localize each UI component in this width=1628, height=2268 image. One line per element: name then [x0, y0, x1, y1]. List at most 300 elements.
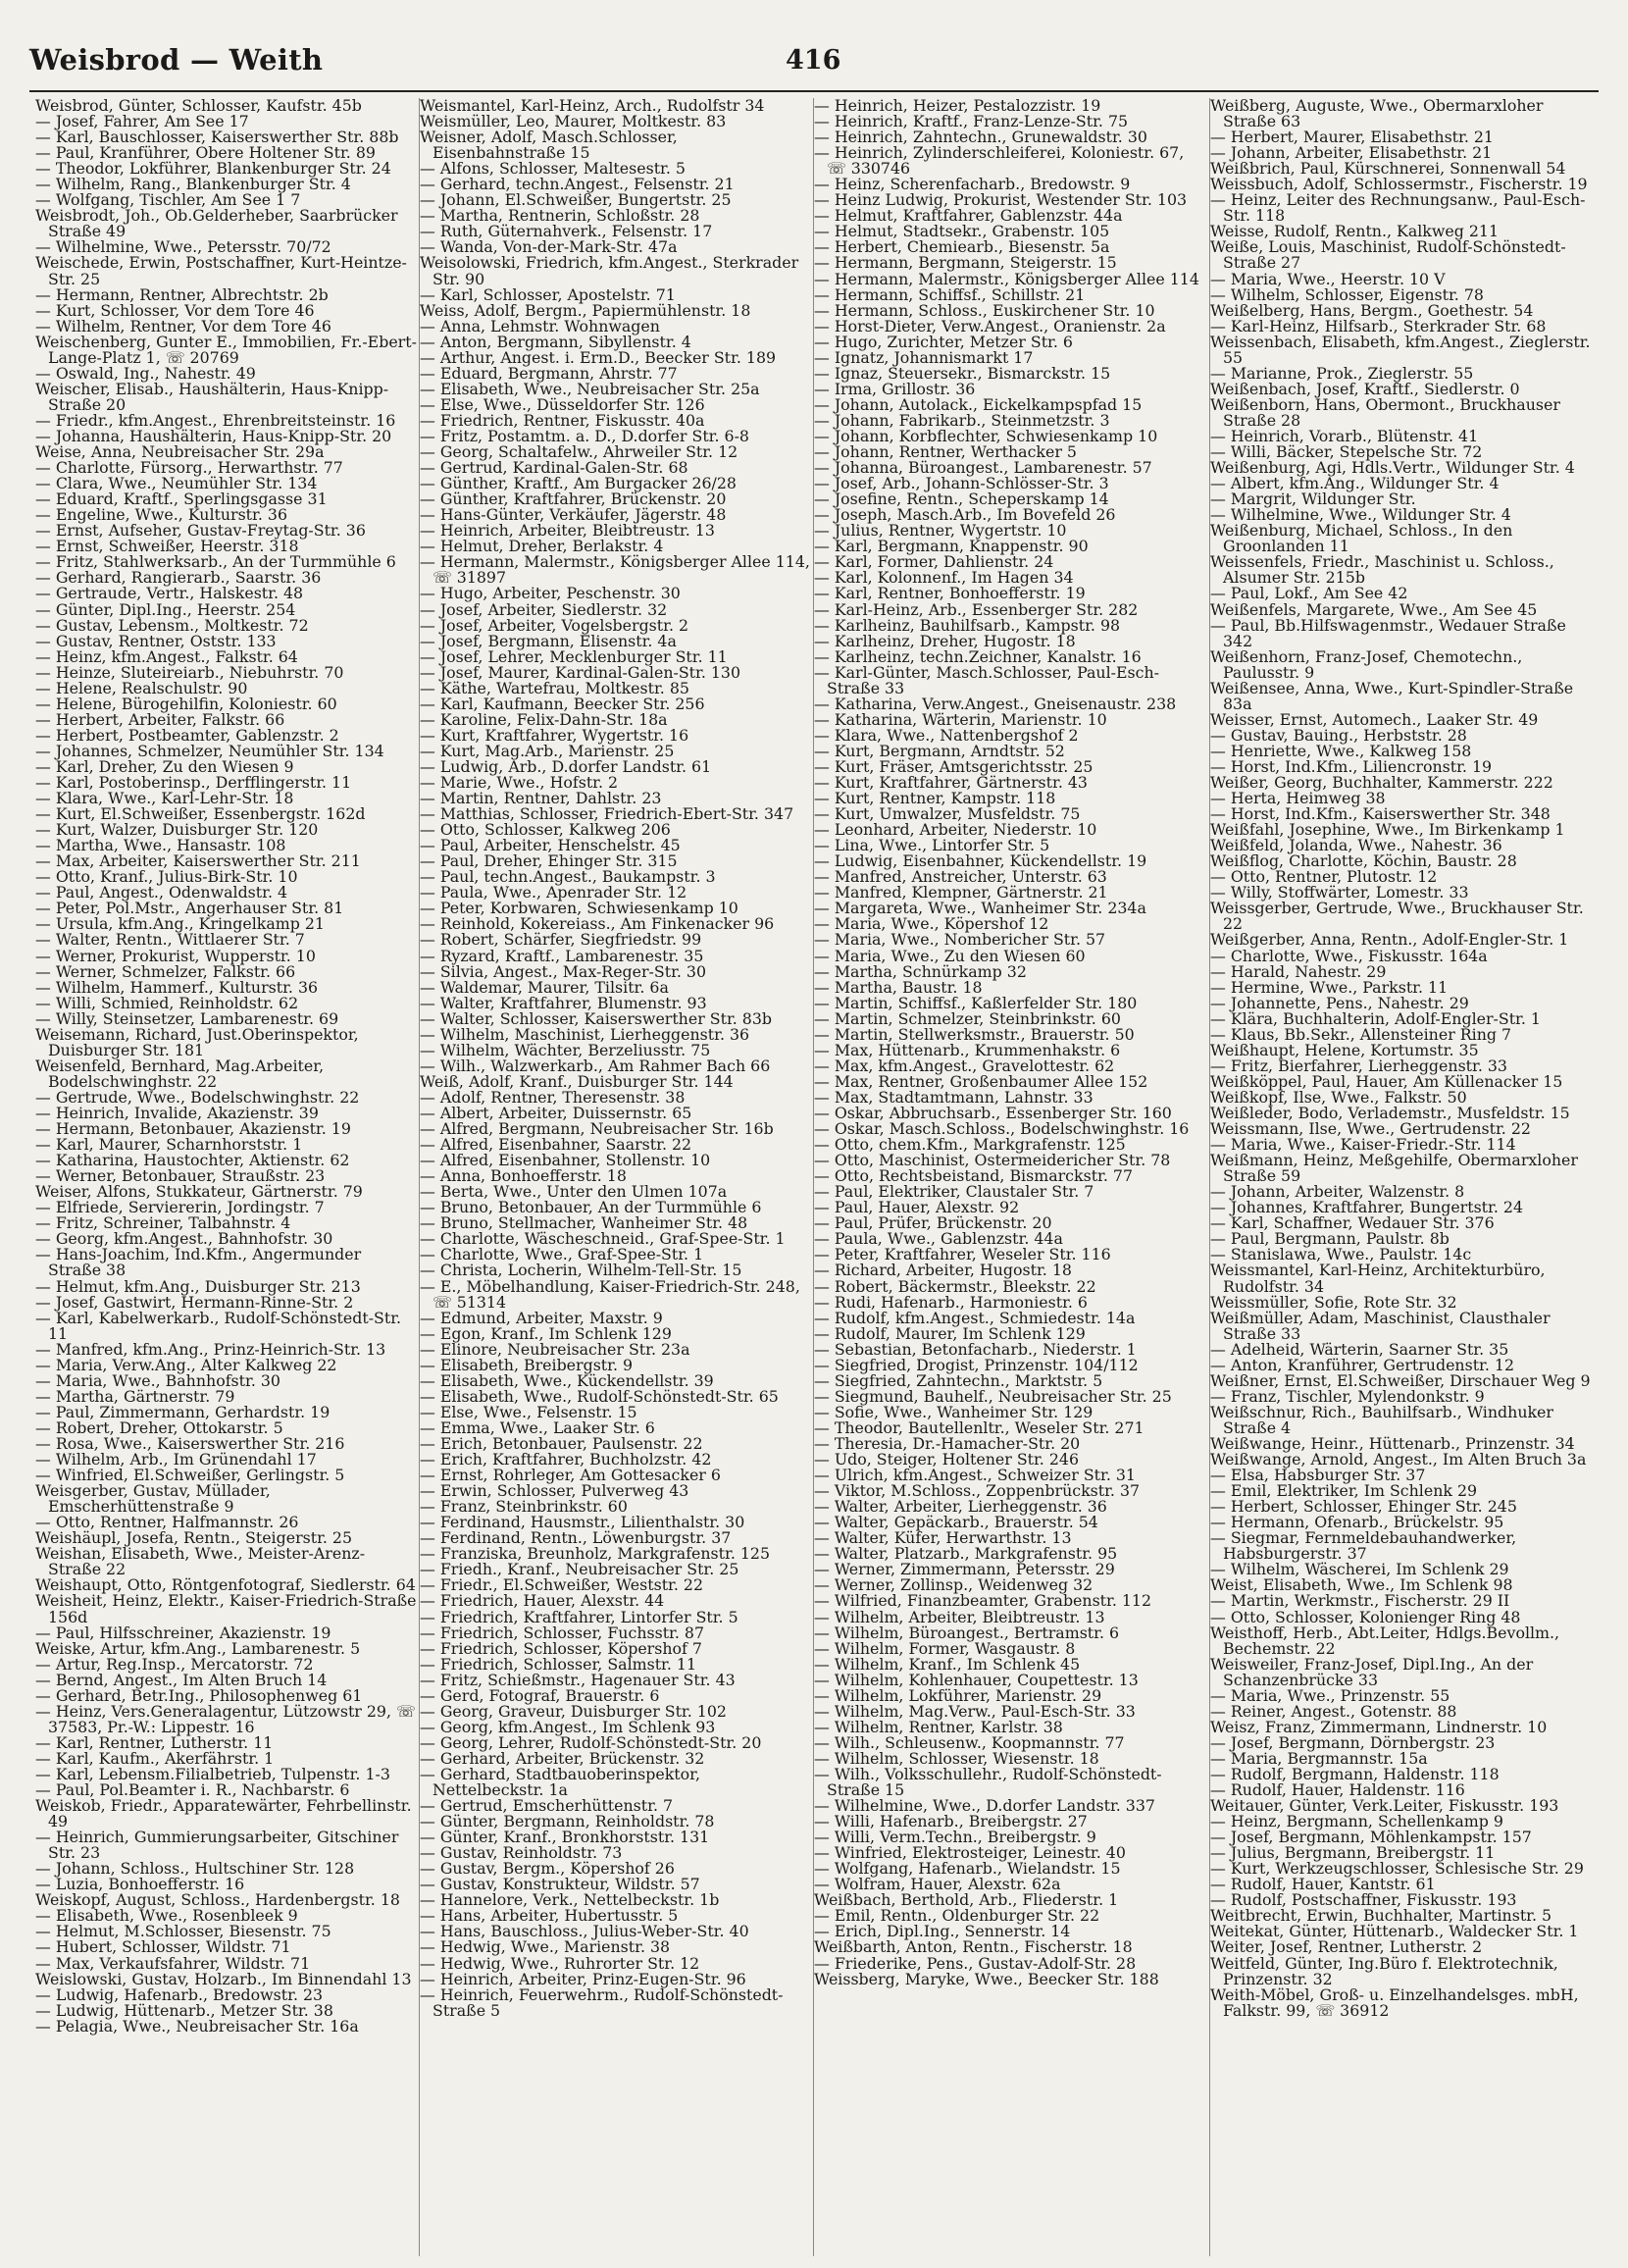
- directory-entry: Weißbach, Berthold, Arb., Fliederstr. 1: [814, 1890, 1119, 1910]
- directory-entry: — Gustav, Bergm., Köpershof 26: [420, 1859, 675, 1879]
- directory-entry: — Kurt, Rentner, Kampstr. 118: [814, 789, 1056, 808]
- directory-entry: — Engeline, Wwe., Kulturstr. 36: [35, 505, 287, 525]
- directory-entry: — Kurt, Bergmann, Arndtstr. 52: [814, 741, 1065, 760]
- directory-entry: — Elsa, Habsburger Str. 37: [1210, 1466, 1426, 1485]
- directory-entry: — Günter, Bergmann, Reinholdstr. 78: [420, 1812, 715, 1831]
- directory-entry: — Siegfried, Zahntechn., Marktstr. 5: [814, 1370, 1103, 1390]
- directory-entry: — Hermann, Ofenarb., Brückelstr. 95: [1210, 1513, 1504, 1532]
- directory-entry: — Johann, Autolack., Eickelkampspfad 15: [814, 394, 1143, 414]
- directory-entry: — Rosa, Wwe., Kaiserswerther Str. 216: [35, 1433, 345, 1453]
- directory-entry: — Else, Wwe., Felsenstr. 15: [420, 1402, 637, 1421]
- directory-entry: — Ludwig, Hafenarb., Bredowstr. 23: [35, 1984, 324, 2004]
- directory-entry: Weischenberg, Gunter E., Immobilien, Fr.-Ebert-Lange-Platz 1, ☏ 20769: [35, 332, 417, 367]
- directory-entry: — Walter, Platzarb., Markgrafenstr. 95: [814, 1544, 1118, 1564]
- directory-entry: — Albert, Arbeiter, Duissernstr. 65: [420, 1104, 692, 1122]
- directory-entry: — Ryzard, Kraftf., Lambarenestr. 35: [420, 946, 704, 965]
- directory-entry: — Ursula, kfm.Ang., Kringelkamp 21: [35, 914, 325, 934]
- directory-entry: — Hermann, Malermstr., Königsberger Allee 114, ☏ 31897: [420, 552, 810, 588]
- directory-entry: — Heinrich, Heizer, Pestalozzistr. 19: [814, 98, 1101, 115]
- directory-entry: — Herbert, Maurer, Elisabethstr. 21: [1210, 128, 1494, 147]
- directory-entry: — Wolfram, Hauer, Alexstr. 62a: [814, 1875, 1061, 1894]
- directory-entry: — Wilhelm, Maschinist, Lierheggenstr. 36: [420, 1024, 750, 1044]
- directory-entry: — Ernst, Schweißer, Heerstr. 318: [35, 537, 299, 556]
- column-2: [420, 98, 812, 2256]
- directory-entry: Weißenbach, Josef, Kraftf., Siedlerstr. 0: [1210, 379, 1520, 398]
- directory-entry: — Georg, Graveur, Duisburger Str. 102: [420, 1701, 727, 1721]
- directory-entry: — Maria, Verw.Ang., Alter Kalkweg 22: [35, 1355, 337, 1374]
- directory-entry: — Max, Stadtamtmann, Lahnstr. 33: [814, 1087, 1094, 1107]
- directory-entry: Weißberg, Auguste, Wwe., Obermarxloher Straße 63: [1210, 98, 1544, 131]
- directory-entry: — Udo, Steiger, Holtener Str. 246: [814, 1450, 1079, 1469]
- directory-entry: — Hermann, Bergmann, Steigerstr. 15: [814, 253, 1117, 273]
- directory-entry: — Hermann, Schiffsf., Schillstr. 21: [814, 284, 1086, 304]
- directory-entry: — Martha, Gärtnerstr. 79: [35, 1386, 235, 1406]
- directory-entry: — Fritz, Schießmstr., Hagenauer Str. 43: [420, 1670, 736, 1689]
- directory-entry: — Hugo, Zurichter, Metzer Str. 6: [814, 332, 1073, 351]
- directory-entry: — Bernd, Angest., Im Alten Bruch 14: [35, 1670, 328, 1689]
- directory-entry: — Ulrich, kfm.Angest., Schweizer Str. 31: [814, 1466, 1136, 1485]
- directory-entry: — Hans-Günter, Verkäufer, Jägerstr. 48: [420, 505, 727, 525]
- directory-entry: — Winfried, El.Schweißer, Gerlingstr. 5: [35, 1466, 345, 1485]
- directory-entry: — Johannes, Schmelzer, Neumühler Str. 134: [35, 741, 384, 760]
- directory-entry: Weissbuch, Adolf, Schlossermstr., Fischerstr. 19: [1210, 175, 1588, 194]
- directory-entry: — Wanda, Von-der-Mark-Str. 47a: [420, 237, 678, 257]
- directory-entry: — Fritz, Bierfahrer, Lierheggenstr. 33: [1210, 1056, 1507, 1075]
- directory-entry: — Johann, Fabrikarb., Steinmetzstr. 3: [814, 410, 1110, 430]
- directory-entry: — Helmut, Stadtsekr., Grabenstr. 105: [814, 222, 1110, 241]
- directory-entry: — Walter, Rentn., Wittlaerer Str. 7: [35, 930, 305, 950]
- directory-entry: — Robert, Dreher, Ottokarstr. 5: [35, 1418, 283, 1437]
- directory-entry: — Anna, Lehmstr. Wohnwagen: [420, 316, 660, 335]
- directory-entry: — Julius, Bergmann, Breibergstr. 11: [1210, 1843, 1496, 1863]
- directory-entry: Weishan, Elisabeth, Wwe., Meister-Arenz-Straße 22: [35, 1544, 366, 1579]
- directory-entry: — Helmut, M.Schlosser, Biesenstr. 75: [35, 1922, 331, 1941]
- directory-entry: — Karl, Bauschlosser, Kaiserswerther Str. 88b: [35, 128, 399, 147]
- directory-entry: — Johannes, Kraftfahrer, Bungertstr. 24: [1210, 1198, 1523, 1217]
- directory-entry: — Rudolf, Maurer, Im Schlenk 129: [814, 1323, 1086, 1343]
- directory-entry: — Elisabeth, Wwe., Kückendellstr. 39: [420, 1370, 714, 1390]
- directory-entry: — Heinrich, Zahntechn., Grunewaldstr. 30: [814, 128, 1147, 147]
- directory-entry: — Walter, Arbeiter, Lierheggenstr. 36: [814, 1497, 1107, 1517]
- directory-entry: — Elisabeth, Breibergstr. 9: [420, 1355, 634, 1374]
- directory-entry: — Peter, Korbwaren, Schwiesenkamp 10: [420, 899, 738, 918]
- directory-entry: — Maria, Bergmannstr. 15a: [1210, 1748, 1428, 1768]
- page-number: 416: [786, 45, 841, 76]
- directory-entry: — Theodor, Lokführer, Blankenburger Str. 24: [35, 159, 391, 179]
- directory-entry: — Gertrud, Kardinal-Galen-Str. 68: [420, 458, 688, 478]
- directory-entry: — Bruno, Stellmacher, Wanheimer Str. 48: [420, 1213, 748, 1233]
- directory-entry: — Eduard, Bergmann, Ahrstr. 77: [420, 363, 678, 383]
- directory-entry: Weissmantel, Karl-Heinz, Architekturbüro, Rudolfstr. 34: [1210, 1261, 1546, 1296]
- directory-entry: — Friedrich, Schlosser, Köpershof 7: [420, 1638, 702, 1658]
- directory-entry: Weiskob, Friedr., Apparatewärter, Fehrbellinstr. 49: [35, 1796, 412, 1831]
- directory-entry: — Joseph, Masch.Arb., Im Bovefeld 26: [814, 505, 1116, 525]
- directory-entry: — Kurt, Schlosser, Vor dem Tore 46: [35, 300, 315, 320]
- directory-entry: — Otto, Schlosser, Kalkweg 206: [420, 820, 671, 840]
- directory-entry: — Josef, Bergmann, Dörnbergstr. 23: [1210, 1732, 1496, 1752]
- directory-entry: — Hermann, Malermstr., Königsberger Allee 114: [814, 269, 1199, 288]
- directory-entry: — Josef, Arbeiter, Vogelsbergstr. 2: [420, 615, 689, 635]
- directory-entry: Weißenfels, Margarete, Wwe., Am See 45: [1210, 599, 1538, 619]
- directory-entry: — Kurt, Walzer, Duisburger Str. 120: [35, 820, 319, 840]
- directory-entry: — Elfriede, Serviererin, Jordingstr. 7: [35, 1198, 325, 1217]
- directory-entry: — Elisabeth, Wwe., Rudolf-Schönstedt-Str. 65: [420, 1386, 779, 1406]
- directory-entry: — Käthe, Wartefrau, Moltkestr. 85: [420, 678, 689, 697]
- directory-entry: — Wilh., Walzwerkarb., Am Rahmer Bach 66: [420, 1056, 771, 1075]
- directory-entry: — Günther, Kraftf., Am Burgacker 26/28: [420, 474, 737, 493]
- directory-entry: Weitauer, Günter, Verk.Leiter, Fiskusstr. 193: [1210, 1796, 1559, 1816]
- directory-entry: — Emil, Elektriker, Im Schlenk 29: [1210, 1481, 1478, 1501]
- directory-entry: — Alfons, Schlosser, Maltesestr. 5: [420, 159, 686, 179]
- directory-entry: — Johann, Korbflechter, Schwiesenkamp 10: [814, 426, 1158, 445]
- directory-entry: — Maria, Wwe., Heerstr. 10 V: [1210, 269, 1446, 288]
- directory-entry: — Arthur, Angest. i. Erm.D., Beecker Str. 189: [420, 347, 777, 367]
- directory-entry: — Karl-Heinz, Hilfsarb., Sterkrader Str. 68: [1210, 316, 1547, 335]
- directory-entry: — Alfred, Eisenbahner, Saarstr. 22: [420, 1135, 692, 1155]
- directory-entry: — Paul, Hilfsschreiner, Akazienstr. 19: [35, 1623, 331, 1642]
- directory-entry: — Karl, Rentner, Lutherstr. 11: [35, 1732, 274, 1752]
- directory-entry: — Josef, Bergmann, Möhlenkampstr. 157: [1210, 1828, 1532, 1847]
- directory-entry: Weißwange, Arnold, Angest., Im Alten Bruch 3a: [1210, 1450, 1587, 1469]
- directory-entry: — Heinrich, Vorarb., Blütenstr. 41: [1210, 426, 1479, 445]
- directory-entry: Weisemann, Richard, Just.Oberinspektor, Duisburger Str. 181: [35, 1024, 359, 1059]
- page-title: Weisbrod — Weith: [29, 43, 324, 77]
- directory-entry: — Klaus, Bb.Sekr., Allensteiner Ring 7: [1210, 1024, 1512, 1044]
- directory-entry: Weissenfels, Friedr., Maschinist u. Schloss., Alsumer Str. 215b: [1210, 552, 1554, 588]
- directory-entry: — Fritz, Stahlwerksarb., An der Turmmühle 6: [35, 552, 396, 572]
- directory-entry: — Heinrich, Zylinderschleiferei, Koloniestr. 67, ☏ 330746: [814, 143, 1185, 179]
- directory-entry: — Paul, Dreher, Ehinger Str. 315: [420, 851, 678, 871]
- directory-entry: — Maria, Wwe., Kaiser-Friedr.-Str. 114: [1210, 1135, 1516, 1155]
- directory-entry: — Marianne, Prok., Zieglerstr. 55: [1210, 363, 1474, 383]
- directory-entry: — Clara, Wwe., Neumühler Str. 134: [35, 474, 318, 493]
- directory-entry: — Kurt, Kraftfahrer, Wygertstr. 16: [420, 725, 689, 745]
- directory-entry: — Oskar, Abbruchsarb., Essenberger Str. 160: [814, 1104, 1172, 1122]
- directory-entry: — Paul, Kranführer, Obere Holtener Str. 89: [35, 143, 376, 163]
- directory-entry: — Sebastian, Betonfacharb., Niederstr. 1: [814, 1339, 1137, 1359]
- directory-entry: — Luzia, Bonhoefferstr. 16: [35, 1875, 245, 1894]
- directory-entry: — Karl-Heinz, Arb., Essenberger Str. 282: [814, 599, 1139, 619]
- directory-entry: — Martha, Schnürkamp 32: [814, 961, 1027, 981]
- directory-entry: — Werner, Betonbauer, Straußstr. 23: [35, 1166, 326, 1186]
- directory-entry: Weislowski, Gustav, Holzarb., Im Binnendahl 13: [35, 1969, 412, 1988]
- directory-entry: — Maria, Wwe., Bahnhofstr. 30: [35, 1370, 280, 1390]
- directory-entry: — Johann, Rentner, Werthacker 5: [814, 442, 1077, 462]
- directory-entry: — Ludwig, Hüttenarb., Metzer Str. 38: [35, 2000, 333, 2020]
- directory-entry: — Klara, Wwe., Karl-Lehr-Str. 18: [35, 789, 294, 808]
- directory-entry: — Otto, Maschinist, Ostermeidericher Str. 78: [814, 1151, 1171, 1170]
- directory-entry: — Friedh., Kranf., Neubreisacher Str. 25: [420, 1560, 739, 1579]
- directory-entry: — Karoline, Felix-Dahn-Str. 18a: [420, 709, 668, 729]
- directory-entry: — Ruth, Güternahverk., Felsenstr. 17: [420, 222, 713, 241]
- directory-entry: — Willy, Steinsetzer, Lambarenestr. 69: [35, 1008, 339, 1028]
- directory-entry: — Walter, Küfer, Herwarthstr. 13: [814, 1528, 1072, 1548]
- directory-entry: Weißmann, Heinz, Meßgehilfe, Obermarxloher Straße 59: [1210, 1151, 1578, 1186]
- directory-entry: — Karl, Kolonnenf., Im Hagen 34: [814, 568, 1074, 588]
- directory-entry: Weishäupl, Josefa, Rentn., Steigerstr. 25: [35, 1528, 353, 1548]
- directory-entry: — Josef, Arb., Johann-Schlösser-Str. 3: [814, 474, 1109, 493]
- directory-entry: — Willy, Stoffwärter, Lomestr. 33: [1210, 883, 1469, 902]
- directory-entry: — Wilhelm, Lokführer, Marienstr. 29: [814, 1685, 1102, 1705]
- directory-entry: — Siegfried, Drogist, Prinzenstr. 104/112: [814, 1355, 1139, 1374]
- directory-entry: — Emil, Rentn., Oldenburger Str. 22: [814, 1906, 1100, 1926]
- directory-entry: — Günter, Kranf., Bronkhorststr. 131: [420, 1828, 710, 1847]
- directory-entry: — Josef, Bergmann, Elisenstr. 4a: [420, 631, 677, 650]
- directory-entry: — Karl, Dreher, Zu den Wiesen 9: [35, 756, 294, 776]
- directory-entry: — Adelheid, Wärterin, Saarner Str. 35: [1210, 1339, 1509, 1359]
- directory-entry: — Karl, Kabelwerkarb., Rudolf-Schönstedt-Str. 11: [35, 1308, 402, 1343]
- directory-entry: — Fritz, Postamtm. a. D., D.dorfer Str. 6-8: [420, 426, 749, 445]
- directory-entry: — Johanna, Büroangest., Lambarenestr. 57: [814, 458, 1152, 478]
- directory-entry: — Paul, Bb.Hilfswagenmstr., Wedauer Straße 342: [1210, 615, 1566, 650]
- directory-entry: — Willi, Bäcker, Stepelsche Str. 72: [1210, 442, 1483, 462]
- directory-entry: — Anton, Bergmann, Sibyllenstr. 4: [420, 332, 691, 351]
- directory-entry: — Horst-Dieter, Verw.Angest., Oranienstr. 2a: [814, 316, 1166, 335]
- directory-entry: — Heinze, Sluteireiarb., Niebuhrstr. 70: [35, 662, 344, 682]
- directory-entry: — Anton, Kranführer, Gertrudenstr. 12: [1210, 1355, 1515, 1374]
- directory-entry: — Georg, Lehrer, Rudolf-Schönstedt-Str. 20: [420, 1732, 762, 1752]
- directory-entry: Weisgerber, Gustav, Müllader, Emscherhüttenstraße 9: [35, 1481, 271, 1517]
- directory-entry: — Friedrich, Rentner, Fiskusstr. 40a: [420, 410, 705, 430]
- directory-entry: Weiser, Alfons, Stukkateur, Gärtnerstr. 79: [35, 1182, 363, 1202]
- directory-entry: — Ferdinand, Hausmstr., Lilienthalstr. 30: [420, 1513, 745, 1532]
- directory-entry: — Stanislawa, Wwe., Paulstr. 14c: [1210, 1245, 1472, 1264]
- directory-entry: Weissmüller, Sofie, Rote Str. 32: [1210, 1292, 1457, 1312]
- directory-entry: — Walter, Kraftfahrer, Blumenstr. 93: [420, 993, 707, 1012]
- directory-entry: — Erich, Kraftfahrer, Buchholzstr. 42: [420, 1450, 712, 1469]
- directory-entry: — Max, Verkaufsfahrer, Wildstr. 71: [35, 1953, 311, 1973]
- directory-entry: Weissenbach, Elisabeth, kfm.Angest., Zieglerstr. 55: [1210, 332, 1591, 367]
- directory-entry: — Martha, Wwe., Hansastr. 108: [35, 836, 286, 855]
- directory-entry: — Helene, Bürogehilfin, Koloniestr. 60: [35, 694, 337, 713]
- directory-entry: — Kurt, Mag.Arb., Marienstr. 25: [420, 741, 675, 760]
- directory-entry: Weissberg, Maryke, Wwe., Beecker Str. 188: [814, 1969, 1159, 1988]
- directory-entry: — Paul, Hauer, Alexstr. 92: [814, 1198, 1020, 1217]
- directory-entry: — Hans, Arbeiter, Hubertusstr. 5: [420, 1906, 679, 1926]
- directory-entry: — Maria, Wwe., Prinzenstr. 55: [1210, 1685, 1450, 1705]
- directory-entry: — Friedrich, Schlosser, Salmstr. 11: [420, 1654, 697, 1674]
- directory-entry: — Rudolf, Hauer, Kantstr. 61: [1210, 1875, 1436, 1894]
- directory-entry: — Ernst, Aufseher, Gustav-Freytag-Str. 36: [35, 521, 366, 541]
- directory-entry: — Erwin, Schlosser, Pulverweg 43: [420, 1481, 689, 1501]
- directory-entry: — Henriette, Wwe., Kalkweg 158: [1210, 741, 1472, 760]
- directory-entry: Weißwange, Heinr., Hüttenarb., Prinzenstr. 34: [1210, 1433, 1575, 1453]
- directory-entry: Weith-Möbel, Groß- u. Einzelhandelsges. mbH, Falkstr. 99, ☏ 36912: [1210, 1984, 1579, 2020]
- directory-entry: — Irma, Grillostr. 36: [814, 379, 976, 398]
- directory-entry: — Heinrich, Kraftf., Franz-Lenze-Str. 75: [814, 112, 1129, 131]
- directory-entry: — Maria, Wwe., Nombericher Str. 57: [814, 930, 1106, 950]
- directory-entry: — Paul, Elektriker, Claustaler Str. 7: [814, 1182, 1094, 1202]
- directory-entry: — Gertraude, Vertr., Halskestr. 48: [35, 584, 304, 603]
- directory-entry: — Manfred, kfm.Ang., Prinz-Heinrich-Str. 13: [35, 1339, 386, 1359]
- directory-entry: — Gerd, Fotograf, Brauerstr. 6: [420, 1685, 660, 1705]
- directory-entry: Weismantel, Karl-Heinz, Arch., Rudolfstr 34: [420, 98, 765, 115]
- directory-entry: — Peter, Kraftfahrer, Weseler Str. 116: [814, 1245, 1111, 1264]
- directory-entry: — Heinz, kfm.Angest., Falkstr. 64: [35, 646, 298, 666]
- directory-entry: — Wilhelm, Rentner, Vor dem Tore 46: [35, 316, 331, 335]
- directory-entry: — Martin, Stellwerksmstr., Brauerstr. 50: [814, 1024, 1135, 1044]
- directory-entry: — Egon, Kranf., Im Schlenk 129: [420, 1323, 672, 1343]
- directory-entry: — Oskar, Masch.Schloss., Bodelschwinghstr. 16: [814, 1119, 1190, 1139]
- directory-entry: — Elisabeth, Wwe., Neubreisacher Str. 25a: [420, 379, 760, 398]
- directory-entry: — Theresia, Dr.-Hamacher-Str. 20: [814, 1433, 1081, 1453]
- directory-entry: — Manfred, Klempner, Gärtnerstr. 21: [814, 883, 1108, 902]
- directory-entry: — Heinz, Scherenfacharb., Bredowstr. 9: [814, 175, 1131, 194]
- directory-entry: Weitbrecht, Erwin, Buchhalter, Martinstr. 5: [1210, 1906, 1552, 1926]
- directory-entry: — Elisabeth, Wwe., Rosenbleek 9: [35, 1906, 298, 1926]
- directory-entry: Weiskopf, August, Schloss., Hardenbergstr. 18: [35, 1890, 400, 1910]
- directory-entry: — Karl, Schlosser, Apostelstr. 71: [420, 284, 676, 304]
- directory-entry: — Johann, Arbeiter, Elisabethstr. 21: [1210, 143, 1493, 163]
- directory-entry: — Hermann, Betonbauer, Akazienstr. 19: [35, 1119, 351, 1139]
- directory-entry: Weißenburg, Agi, Hdls.Vertr., Wildunger Str. 4: [1210, 458, 1575, 478]
- directory-entry: — Heinz, Bergmann, Schellenkamp 9: [1210, 1812, 1503, 1831]
- directory-entry: Weisbrod, Günter, Schlosser, Kaufstr. 45b: [35, 98, 362, 115]
- directory-entry: — Else, Wwe., Düsseldorfer Str. 126: [420, 394, 705, 414]
- directory-entry: — Adolf, Rentner, Theresenstr. 38: [420, 1087, 686, 1107]
- directory-entry: — Edmund, Arbeiter, Maxstr. 9: [420, 1308, 663, 1327]
- directory-entry: — Kurt, Fräser, Amtsgerichtsstr. 25: [814, 756, 1094, 776]
- directory-entry: — Siegmar, Fernmeldebauhandwerker, Habsburgerstr. 37: [1210, 1528, 1517, 1564]
- directory-entry: Weist, Elisabeth, Wwe., Im Schlenk 98: [1210, 1575, 1513, 1595]
- directory-entry: — Wilhelmine, Wwe., Petersstr. 70/72: [35, 237, 331, 257]
- directory-entry: — Klara, Wwe., Nattenbergshof 2: [814, 725, 1079, 745]
- directory-entry: — Emma, Wwe., Laaker Str. 6: [420, 1418, 655, 1437]
- directory-entry: — Herbert, Chemiearb., Biesenstr. 5a: [814, 237, 1110, 257]
- directory-entry: Weise, Anna, Neubreisacher Str. 29a: [35, 442, 325, 462]
- directory-entry: — Paul, Arbeiter, Henschelstr. 45: [420, 836, 681, 855]
- directory-entry: — Charlotte, Wäscheschneid., Graf-Spee-Str. 1: [420, 1229, 786, 1249]
- directory-entry: — Friedrich, Hauer, Alexstr. 44: [420, 1591, 665, 1611]
- directory-entry: — Paul, Angest., Odenwaldstr. 4: [35, 883, 288, 902]
- directory-entry: — E., Möbelhandlung, Kaiser-Friedrich-Str. 248, ☏ 51314: [420, 1276, 800, 1312]
- directory-entry: — Herbert, Arbeiter, Falkstr. 66: [35, 709, 285, 729]
- directory-entry: — Wilhelm, Wächter, Berzeliusstr. 75: [420, 1040, 711, 1059]
- directory-entry: — Julius, Rentner, Wygertstr. 10: [814, 521, 1067, 541]
- directory-entry: — Rudolf, Bergmann, Haldenstr. 118: [1210, 1764, 1500, 1783]
- directory-entry: Weißhaupt, Helene, Kortumstr. 35: [1210, 1040, 1479, 1059]
- directory-entry: — Paul, Pol.Beamter i. R., Nachbarstr. 6: [35, 1780, 350, 1800]
- directory-entry: — Walter, Schlosser, Kaiserswerther Str. 83b: [420, 1008, 773, 1028]
- column-1: [35, 98, 418, 2256]
- directory-entry: — Gerhard, Stadtbauoberinspektor, Nettelbeckstr. 1a: [420, 1764, 700, 1800]
- directory-entry: — Paul, Prüfer, Brückenstr. 20: [814, 1213, 1052, 1233]
- directory-entry: — Manfred, Anstreicher, Unterstr. 63: [814, 867, 1107, 887]
- directory-entry: — Josef, Lehrer, Mecklenburger Str. 11: [420, 646, 728, 666]
- directory-entry: Weiß, Adolf, Kranf., Duisburger Str. 144: [420, 1071, 734, 1091]
- header-rule: [29, 90, 1599, 92]
- directory-entry: — Heinrich, Arbeiter, Bleibtreustr. 13: [420, 521, 715, 541]
- directory-entry: — Paul, techn.Angest., Baukampstr. 3: [420, 867, 716, 887]
- directory-entry: Weiße, Louis, Maschinist, Rudolf-Schönstedt-Straße 27: [1210, 237, 1566, 273]
- directory-entry: Weißgerber, Anna, Rentn., Adolf-Engler-Str. 1: [1210, 930, 1569, 950]
- directory-entry: — Willi, Schmied, Reinholdstr. 62: [35, 993, 299, 1012]
- directory-entry: Weisner, Adolf, Masch.Schlosser, Eisenbahnstraße 15: [420, 128, 678, 163]
- directory-entry: — Wilhelm, Büroangest., Bertramstr. 6: [814, 1623, 1120, 1642]
- directory-entry: — Martin, Werkmstr., Fischerstr. 29 II: [1210, 1591, 1510, 1611]
- directory-entry: — Werner, Zollinsp., Weidenweg 32: [814, 1575, 1094, 1595]
- directory-entry: Weischer, Elisab., Haushälterin, Haus-Knipp-Straße 20: [35, 379, 389, 414]
- directory-entry: — Wilh., Schleusenw., Koopmannstr. 77: [814, 1732, 1125, 1752]
- directory-entry: — Martin, Schmelzer, Steinbrinkstr. 60: [814, 1008, 1121, 1028]
- directory-entry: — Wilhelm, Rang., Blankenburger Str. 4: [35, 175, 351, 194]
- directory-entry: — Oswald, Ing., Nahestr. 49: [35, 363, 256, 383]
- directory-entry: — Martha, Rentnerin, Schloßstr. 28: [420, 206, 700, 226]
- directory-entry: — Maria, Wwe., Köpershof 12: [814, 914, 1049, 934]
- directory-entry: — Wilhelm, Kohlenhauer, Coupettestr. 13: [814, 1670, 1139, 1689]
- directory-entry: — Ignatz, Johannismarkt 17: [814, 347, 1034, 367]
- directory-entry: — Willi, Hafenarb., Breibergstr. 27: [814, 1812, 1088, 1831]
- directory-entry: Weiske, Artur, kfm.Ang., Lambarenestr. 5: [35, 1638, 361, 1658]
- directory-entry: — Martin, Rentner, Dahlstr. 23: [420, 789, 662, 808]
- directory-entry: — Paul, Zimmermann, Gerhardstr. 19: [35, 1402, 331, 1421]
- directory-entry: — Silvia, Angest., Max-Reger-Str. 30: [420, 961, 707, 981]
- directory-entry: — Johannette, Pens., Nahestr. 29: [1210, 993, 1469, 1012]
- directory-entry: Weißbarth, Anton, Rentn., Fischerstr. 18: [814, 1937, 1133, 1957]
- directory-entry: — Hedwig, Wwe., Ruhrorter Str. 12: [420, 1953, 700, 1973]
- directory-entry: — Heinrich, Arbeiter, Prinz-Eugen-Str. 96: [420, 1969, 746, 1988]
- directory-entry: — Max, Arbeiter, Kaiserswerther Str. 211: [35, 851, 361, 871]
- directory-entry: — Hermann, Schloss., Euskirchener Str. 10: [814, 300, 1155, 320]
- directory-entry: Weisbrodt, Joh., Ob.Gelderheber, Saarbrücker Straße 49: [35, 206, 398, 241]
- directory-entry: Weißmüller, Adam, Maschinist, Clausthaler Straße 33: [1210, 1308, 1551, 1343]
- directory-entry: Weisz, Franz, Zimmermann, Lindnerstr. 10: [1210, 1717, 1548, 1736]
- directory-entry: Weissgerber, Gertrude, Wwe., Bruckhauser Str. 22: [1210, 899, 1584, 934]
- directory-entry: — Georg, Schaltafelw., Ahrweiler Str. 12: [420, 442, 738, 462]
- directory-entry: Weißenhorn, Franz-Josef, Chemotechn., Paulusstr. 9: [1210, 646, 1523, 682]
- page-header: [29, 35, 1599, 84]
- directory-entry: — Hedwig, Wwe., Marienstr. 38: [420, 1937, 671, 1957]
- directory-entry: — Franz, Steinbrinkstr. 60: [420, 1497, 628, 1517]
- directory-entry: — Rudi, Hafenarb., Harmoniestr. 6: [814, 1292, 1088, 1312]
- directory-entry: — Katharina, Wärterin, Marienstr. 10: [814, 709, 1107, 729]
- directory-entry: — Robert, Bäckermstr., Bleekstr. 22: [814, 1276, 1096, 1296]
- directory-entry: — Max, Rentner, Großenbaumer Allee 152: [814, 1071, 1148, 1091]
- directory-entry: Weißkopf, Ilse, Wwe., Falkstr. 50: [1210, 1087, 1467, 1107]
- directory-entry: — Werner, Zimmermann, Petersstr. 29: [814, 1560, 1115, 1579]
- directory-entry: — Rudolf, Postschaffner, Fiskusstr. 193: [1210, 1890, 1517, 1910]
- directory-entry: — Max, kfm.Angest., Gravelottestr. 62: [814, 1056, 1115, 1075]
- directory-entry: — Hubert, Schlosser, Wildstr. 71: [35, 1937, 291, 1957]
- directory-entry: — Eduard, Kraftf., Sperlingsgasse 31: [35, 490, 328, 509]
- directory-entry: — Paula, Wwe., Apenrader Str. 12: [420, 883, 687, 902]
- directory-entry: — Friedr., El.Schweißer, Weststr. 22: [420, 1575, 704, 1595]
- directory-entry: Weißenborn, Hans, Obermont., Bruckhauser Straße 28: [1210, 394, 1560, 430]
- directory-entry: — Wilhelmine, Wwe., Wildunger Str. 4: [1210, 505, 1511, 525]
- directory-entry: Weiss, Adolf, Bergm., Papiermühlenstr. 18: [420, 300, 751, 320]
- directory-entry: — Kurt, Umwalzer, Musfeldstr. 75: [814, 804, 1081, 824]
- directory-entry: — Artur, Reg.Insp., Mercatorstr. 72: [35, 1654, 314, 1674]
- directory-entry: Weismüller, Leo, Maurer, Moltkestr. 83: [420, 112, 727, 131]
- directory-entry: — Alfred, Eisenbahner, Stollenstr. 10: [420, 1151, 711, 1170]
- directory-entry: — Walter, Gepäckarb., Brauerstr. 54: [814, 1513, 1098, 1532]
- directory-entry: — Wilfried, Finanzbeamter, Grabenstr. 112: [814, 1591, 1152, 1611]
- directory-entry: — Gustav, Rentner, Oststr. 133: [35, 631, 277, 650]
- directory-entry: — Johanna, Haushälterin, Haus-Knipp-Str. 20: [35, 426, 392, 445]
- directory-entry: — Bruno, Betonbauer, An der Turmmühle 6: [420, 1198, 762, 1217]
- directory-entry: Weiter, Josef, Rentner, Lutherstr. 2: [1210, 1937, 1483, 1957]
- directory-entry: — Wilhelm, Rentner, Karlstr. 38: [814, 1717, 1063, 1736]
- directory-entry: — Wilhelmine, Wwe., D.dorfer Landstr. 337: [814, 1796, 1155, 1816]
- directory-entry: — Marie, Wwe., Hofstr. 2: [420, 773, 619, 793]
- directory-entry: — Wilhelm, Schlosser, Eigenstr. 78: [1210, 284, 1484, 304]
- directory-entry: Weisweiler, Franz-Josef, Dipl.Ing., An der Schanzenbrücke 33: [1210, 1654, 1534, 1689]
- directory-entry: Weisheit, Heinz, Elektr., Kaiser-Friedrich-Straße 156d: [35, 1591, 417, 1626]
- directory-entry: — Gerhard, Rangierarb., Saarstr. 36: [35, 568, 322, 588]
- directory-entry: Weißer, Georg, Buchhalter, Kammerstr. 222: [1210, 773, 1553, 793]
- directory-entry: — Margareta, Wwe., Wanheimer Str. 234a: [814, 899, 1146, 918]
- directory-entry: — Karlheinz, Dreher, Hugostr. 18: [814, 631, 1076, 650]
